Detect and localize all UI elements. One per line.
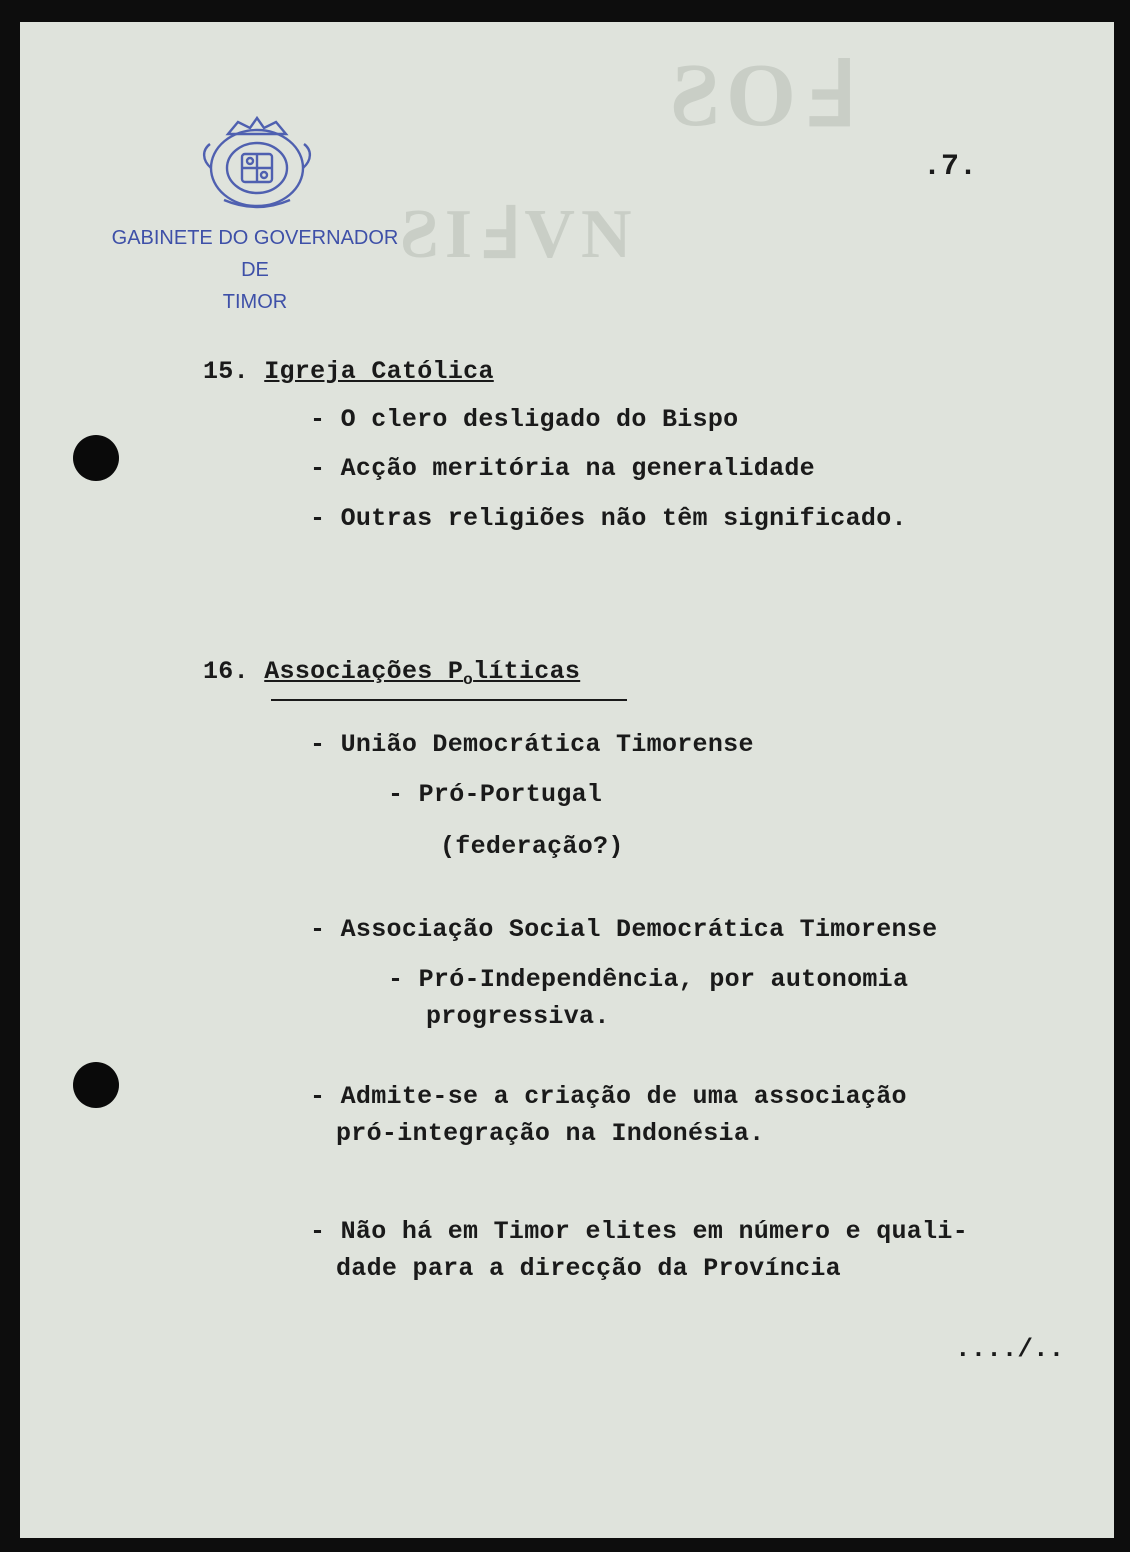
letterhead-line: TIMOR: [222, 291, 288, 313]
list-item: - União Democrática Timorense: [310, 730, 754, 759]
section-title: [264, 657, 581, 689]
list-item-continuation: pró-integração na Indonésia.: [336, 1119, 765, 1148]
bleed-through-mark: ƧOℲ: [670, 46, 860, 145]
list-item-continuation: dade para a direcção da Província: [336, 1254, 841, 1283]
title-subscript: o: [463, 671, 474, 689]
document-page: [20, 22, 1114, 1538]
punch-hole: [73, 1062, 119, 1108]
list-note: (federação?): [440, 832, 624, 861]
crest-stamp-icon: [198, 104, 316, 212]
list-item: - Acção meritória na generalidade: [310, 454, 815, 483]
list-item: - Associação Social Democrática Timorense: [310, 915, 938, 944]
list-subitem: - Pró-Independência, por autonomia: [388, 965, 909, 994]
section-15-heading: [203, 357, 494, 386]
section-title: Igreja Católica: [264, 357, 494, 386]
bleed-through-mark: ƧIℲVN: [400, 196, 638, 273]
title-part: Associações P: [264, 657, 464, 686]
letterhead-line: DE: [241, 259, 269, 281]
list-item: - O clero desligado do Bispo: [310, 405, 739, 434]
letterhead: [80, 222, 430, 318]
list-item: - Outras religiões não têm significado.: [310, 504, 907, 533]
list-subitem: - Pró-Portugal: [388, 780, 603, 809]
section-underline: [271, 699, 627, 701]
section-16-heading: [203, 657, 580, 689]
section-number: 16.: [203, 657, 249, 686]
list-item: - Admite-se a criação de uma associação: [310, 1082, 907, 1111]
list-subitem-continuation: progressiva.: [426, 1002, 610, 1031]
punch-hole: [73, 435, 119, 481]
letterhead-line: GABINETE DO GOVERNADOR: [111, 227, 399, 249]
continuation-mark: ..../..: [955, 1334, 1065, 1364]
list-item: - Não há em Timor elites em número e quali-: [310, 1217, 969, 1246]
section-number: 15.: [203, 357, 249, 386]
page-number: .7.: [923, 150, 978, 184]
title-part: líticas: [473, 657, 581, 686]
